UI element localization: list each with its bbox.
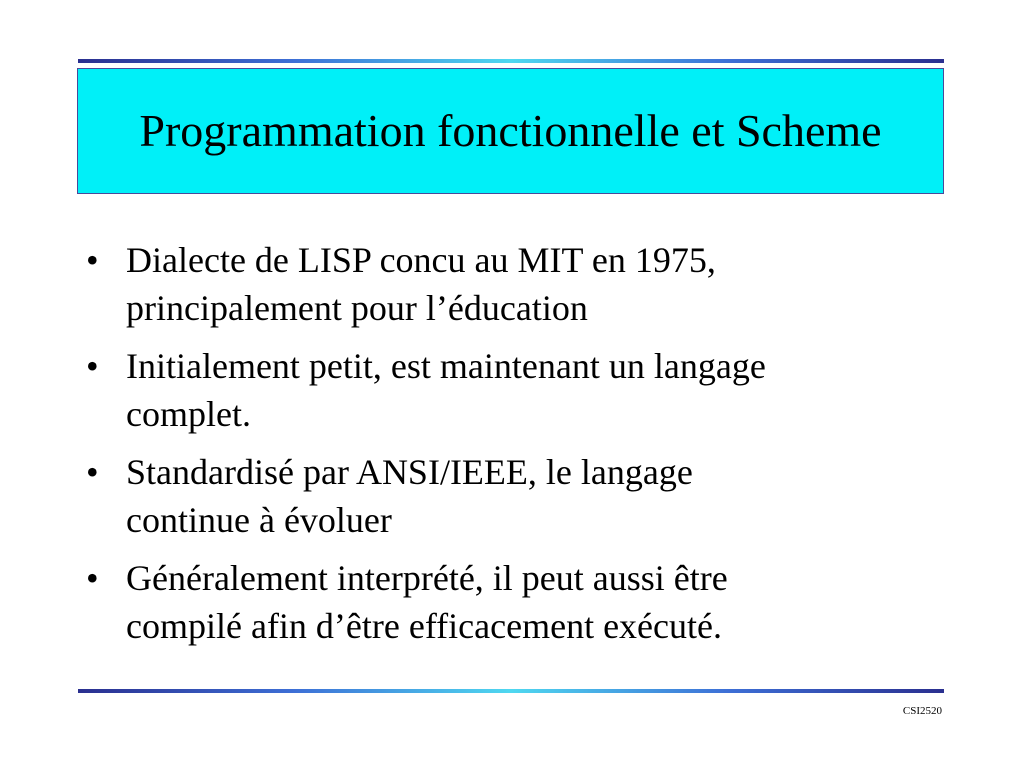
bullet-item-2	[86, 342, 956, 438]
bullet-1-line-2: principalement pour l’éducation	[126, 288, 588, 328]
bullet-3-line-1: Standardisé par ANSI/IEEE, le langage	[126, 452, 693, 492]
title-banner	[77, 68, 944, 194]
top-divider-rule	[78, 59, 944, 63]
bullet-dot-icon: •	[86, 346, 99, 386]
bullet-4-line-1: Généralement interprété, il peut aussi être	[126, 558, 728, 598]
bullet-dot-icon: •	[86, 240, 99, 280]
bullet-dot-icon: •	[86, 558, 99, 598]
bullet-item-3	[86, 448, 956, 544]
bullet-2-line-1: Initialement petit, est maintenant un langage	[126, 346, 766, 386]
course-code-footer: CSI2520	[902, 705, 942, 717]
bullet-3-line-2: continue à évoluer	[126, 500, 392, 540]
bullet-dot-icon: •	[86, 452, 99, 492]
bullet-item-4	[86, 554, 956, 650]
bullet-item-1	[86, 236, 956, 332]
bullet-2-line-2: complet.	[126, 394, 251, 434]
slide-title: Programmation fonctionnelle et Scheme	[139, 105, 882, 156]
bullet-list	[86, 236, 956, 660]
bullet-4-line-2: compilé afin d’être efficacement exécuté.	[126, 606, 722, 646]
bullet-1-line-1: Dialecte de LISP concu au MIT en 1975,	[126, 240, 716, 280]
bottom-divider-rule	[78, 689, 944, 693]
